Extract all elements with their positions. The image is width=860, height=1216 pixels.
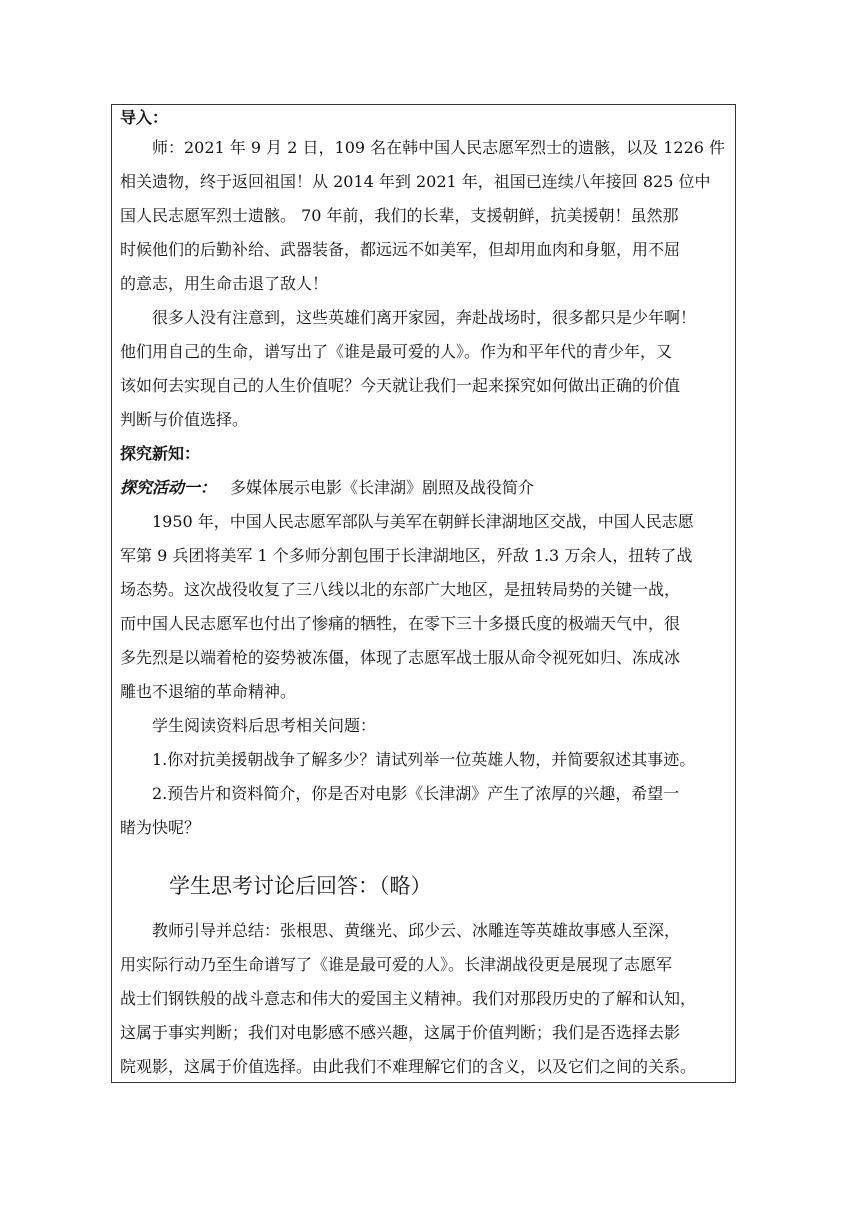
teacher-summary: [120, 914, 729, 1084]
text-line: 场态势。这次战役收复了三八线以北的东部广大地区，是扭转局势的关键一战，: [120, 580, 681, 599]
intro-paragraph-2: [120, 301, 729, 437]
text-line: 时候他们的后勤补给、武器装备，都远远不如美军，但却用血肉和身躯，用不屈: [120, 240, 681, 259]
text-line: 的意志，用生命击退了敌人！: [120, 274, 329, 293]
text-line: 这属于事实判断；我们对电影感不感兴趣，这属于价值判断；我们是否选择去影: [120, 1023, 681, 1042]
text-line: 国人民志愿军烈士遗骸。 70 年前，我们的长辈，支援朝鲜，抗美援朝！虽然那: [120, 206, 679, 225]
text-line: 用实际行动乃至生命谱写了《谁是最可爱的人》。长津湖战役更是展现了志愿军: [120, 955, 673, 974]
intro-paragraph-1: [120, 131, 729, 301]
text-line: 战士们钢铁般的战斗意志和伟大的爱国主义精神。我们对那段历史的了解和认知，: [120, 989, 697, 1008]
text-line: 该如何去实现自己的人生价值呢？今天就让我们一起来探究如何做出正确的价值: [120, 376, 681, 395]
text-line: 军第 9 兵团将美军 1 个多师分割包围于长津湖地区，歼敌 1.3 万余人，扭转了战: [120, 546, 693, 565]
text-line: 睹为快呢？: [120, 818, 201, 837]
text-line: 2.预告片和资料简介，你是否对电影《长津湖》产生了浓厚的兴趣，希望一: [152, 784, 680, 803]
text-line: 判断与价值选择。: [120, 410, 249, 429]
activity-line: [120, 471, 729, 505]
text-line: 他们用自己的生命，谱写出了《谁是最可爱的人》。作为和平年代的青少年，又: [120, 342, 673, 361]
question-2: [120, 777, 729, 845]
text-line: 而中国人民志愿军也付出了惨痛的牺牲，在零下三十多摄氏度的极端天气中，很: [120, 614, 681, 633]
activity-description: 多媒体展示电影《长津湖》剧照及战役简介: [230, 478, 535, 497]
text-line: 教师引导并总结：张根思、黄继光、邱少云、冰雕连等英雄故事感人至深，: [152, 921, 681, 940]
intro-heading: 导入：: [120, 108, 169, 127]
question-1: 1.你对抗美援朝战争了解多少？请试列举一位英雄人物，并简要叙述其事迹。: [152, 750, 696, 769]
text-line: 多先烈是以端着枪的姿势被冻僵，体现了志愿军战士服从命令视死如归、冻成冰: [120, 648, 681, 667]
text-line: 1950 年，中国人民志愿军部队与美军在朝鲜长津湖地区交战，中国人民志愿: [152, 512, 694, 531]
lesson-table-cell: [111, 104, 736, 1083]
text-line: 院观影，这属于价值选择。由此我们不难理解它们的含义，以及它们之间的关系。: [120, 1057, 697, 1076]
text-line: 相关遗物，终于返回祖国！从 2014 年到 2021 年，祖国已连续八年接回 825 位中: [120, 172, 711, 191]
explore-heading: 探究新知：: [120, 444, 201, 463]
battle-paragraph: [120, 505, 729, 709]
text-line: 师：2021 年 9 月 2 日，109 名在韩中国人民志愿军烈士的遗骸，以及 1226 件: [152, 138, 726, 157]
activity-title: 探究活动一：: [120, 478, 217, 497]
student-answer: 学生思考讨论后回答：（略）: [169, 874, 432, 898]
text-line: 雕也不退缩的革命精神。: [120, 682, 297, 701]
text-line: 很多人没有注意到，这些英雄们离开家园，奔赴战场时，很多都只是少年啊！: [152, 308, 697, 327]
think-intro: 学生阅读资料后思考相关问题：: [152, 716, 377, 735]
lesson-content: [120, 105, 729, 1084]
